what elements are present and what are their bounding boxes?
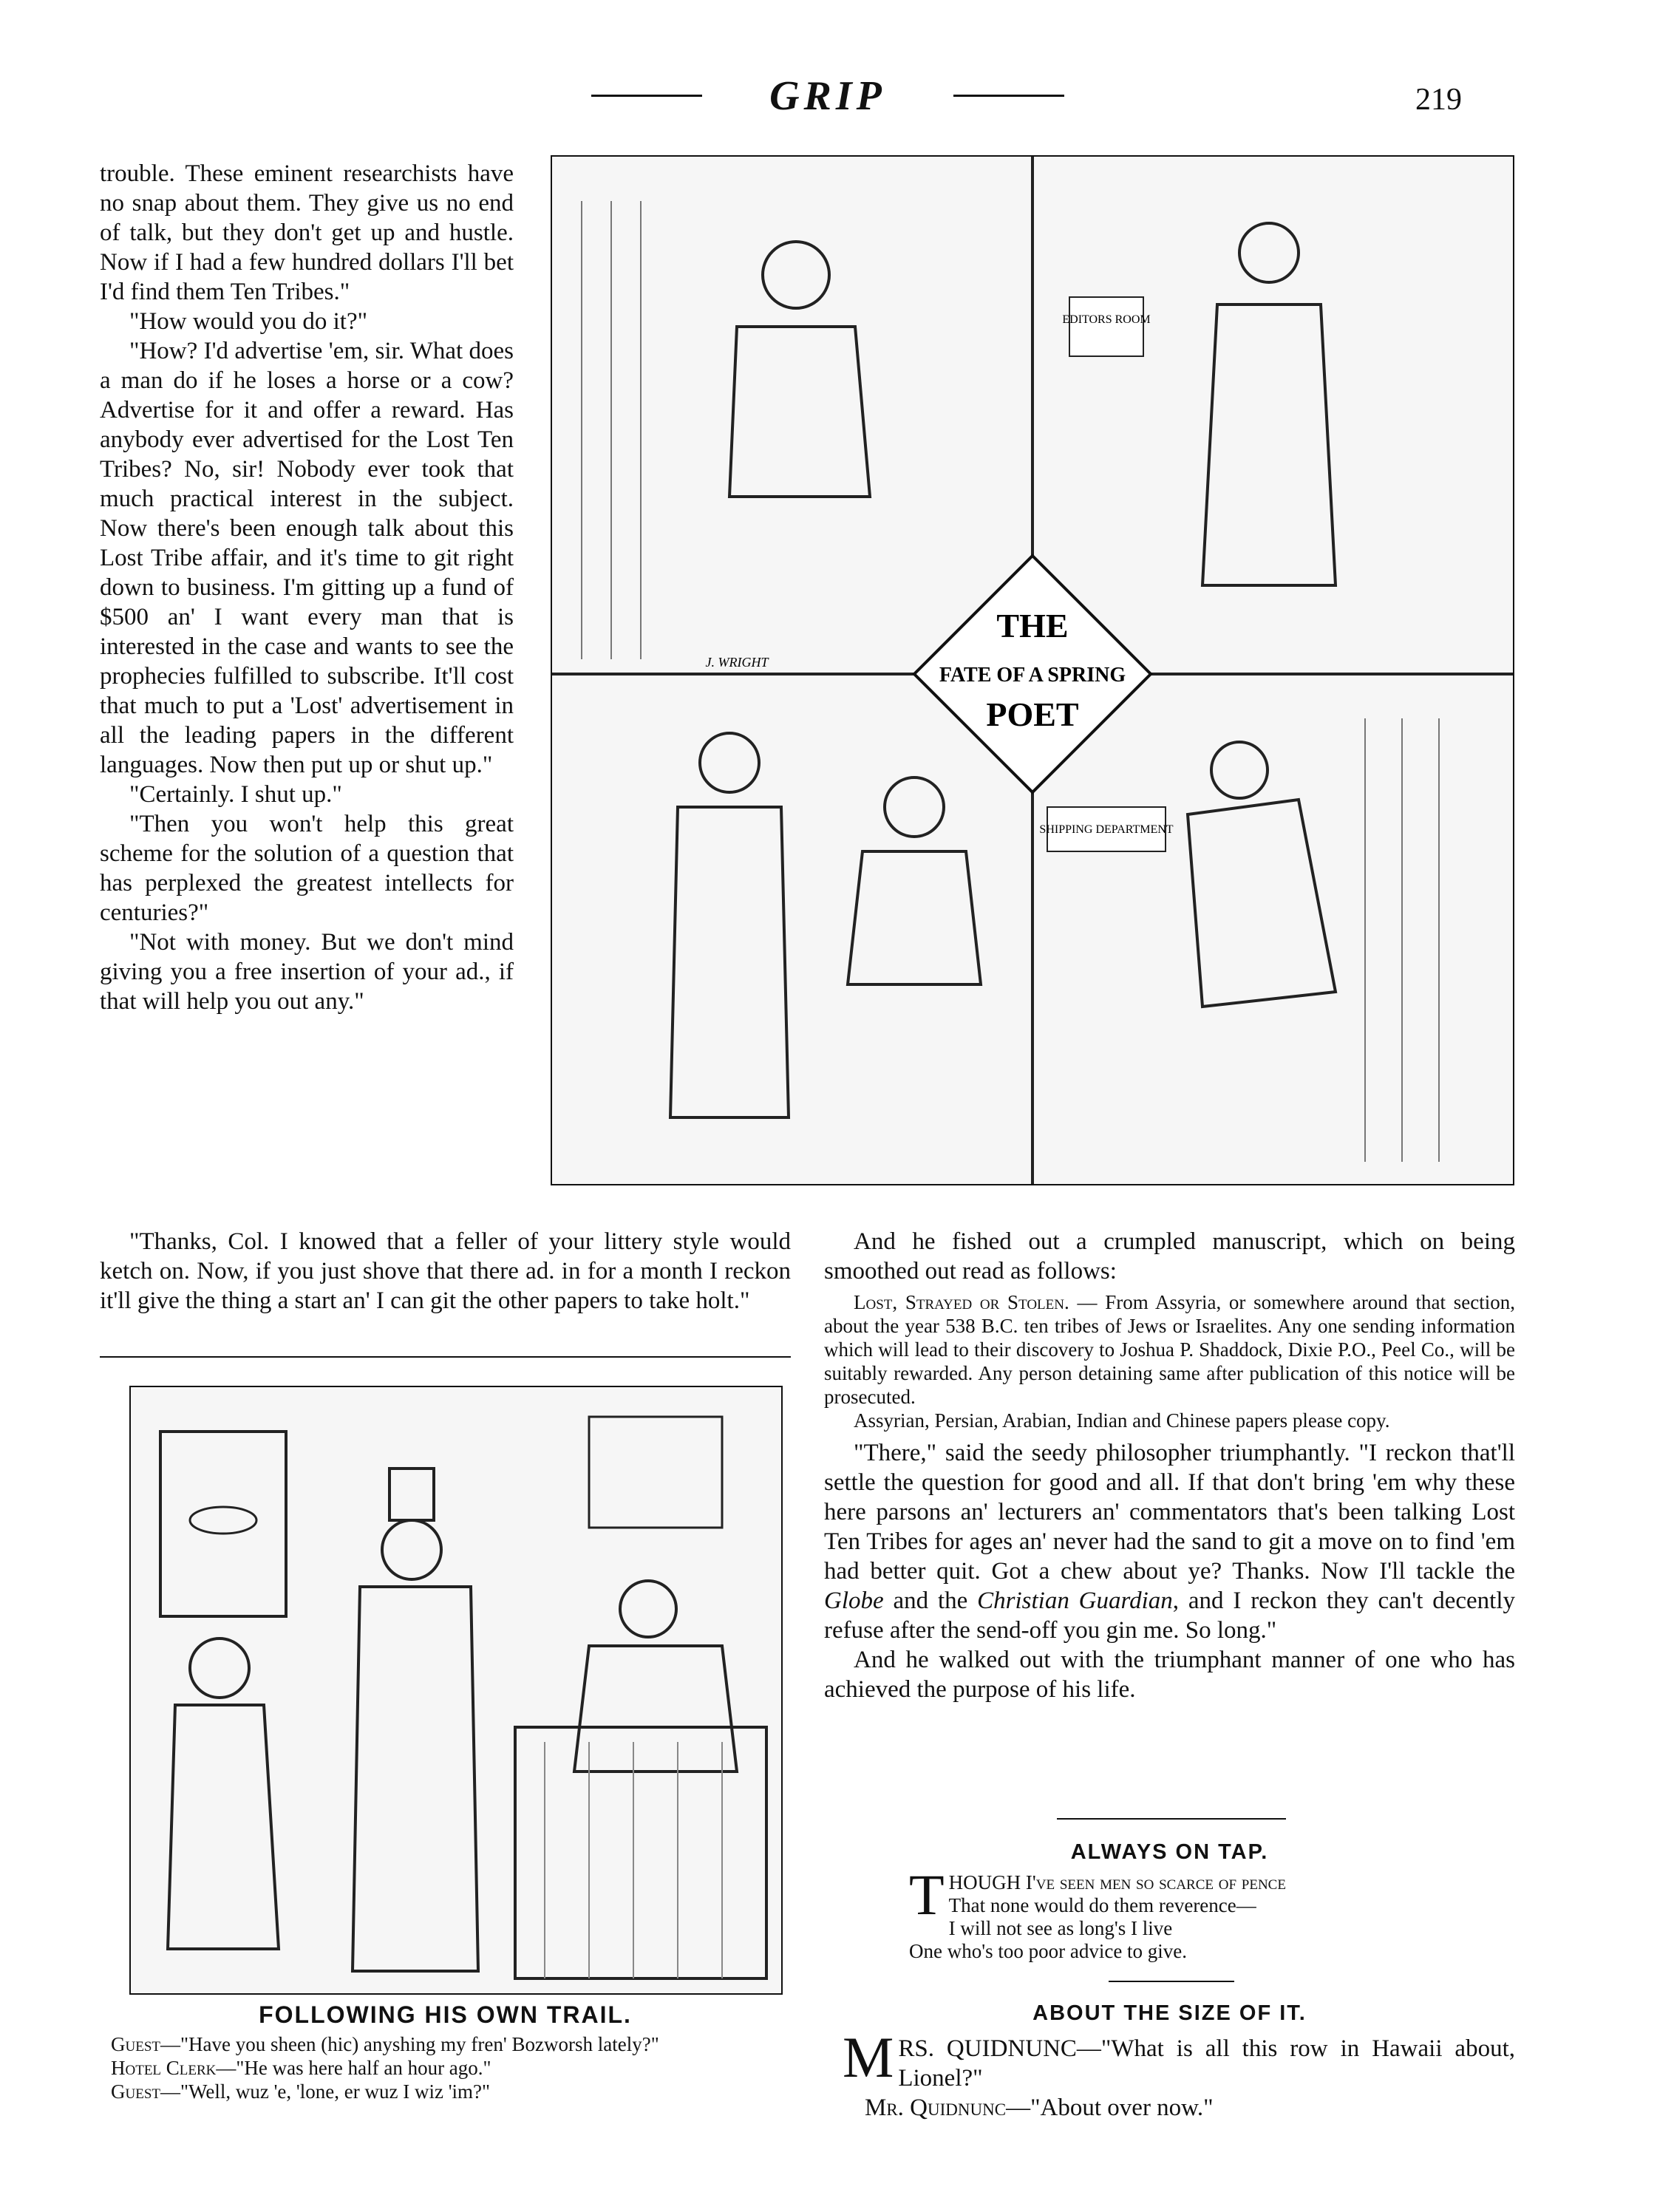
cartoon-drawing <box>552 157 1513 1184</box>
paragraph: trouble. These eminent researchists have no snap about them. They give us no end of talk, but they don't get up and hustle. Now if I had a few hundred dollars I'll bet I'd find them Ten Tribes." <box>100 160 514 305</box>
cartoon-dialogue <box>81 2032 791 2103</box>
masthead-rule-left <box>591 95 702 97</box>
speaker: Guest <box>111 2080 160 2103</box>
cartoon-title-line: FATE OF A SPRING <box>939 664 1126 687</box>
dialogue-text: —"Well, wuz 'e, 'lone, er wuz I wiz 'im?" <box>160 2080 491 2103</box>
speaker: Guest <box>111 2033 160 2055</box>
poem <box>909 1862 1426 1963</box>
dialogue-line <box>81 2080 791 2103</box>
paragraph: "How would you do it?" <box>129 308 368 335</box>
divider <box>1057 1818 1286 1820</box>
quote-text: , and I reckon they can't decently refuse after the send-off you gin me. So long." <box>824 1587 1515 1644</box>
cartoon-title-line: POET <box>986 695 1079 733</box>
masthead-rule-right <box>953 95 1064 97</box>
quote-text: and the <box>883 1587 978 1614</box>
ad-copy: Assyrian, Persian, Arabian, Indian and Chinese papers please copy. <box>854 1409 1390 1432</box>
paragraph: "Not with money. But we don't mind giving you a free insertion of your ad., if that will help you out any." <box>100 929 514 1015</box>
cartoon-drawing <box>131 1387 781 1993</box>
ad-body <box>824 1290 1515 1409</box>
joke-text: RS. QUIDNUNC—"What is all this row in Hawaii about, Lionel?" <box>898 2035 1515 2092</box>
drop-cap: T <box>909 1862 945 1927</box>
poem-line: One who's too poor advice to give. <box>909 1940 1188 1962</box>
sign-shipping: SHIPPING DEPARTMENT <box>1039 823 1174 836</box>
speaker: Mr. Quidnunc <box>865 2094 1007 2121</box>
drop-cap: M <box>843 2025 894 2089</box>
paragraph: "How? I'd advertise 'em, sir. What does a man do if he loses a horse or a cow? Advertise for it and offer a reward. Has anybody ever advertised for the Lost Ten Tribes? No, sir! Nobody ever took that much practical interest in the subject. Now there's been enough talk about this Lost Tribe affair, and it's time to git right down to business. I'm gitting up a fund of $500 an' I want every man that is interested in the case and wants to see the prophecies fulfilled to subscribe. It'll cost that much to put a 'Lost' advertisement in all the leading papers in the different languages. Now then put up or shut up." <box>100 338 514 778</box>
artist-signature: J. WRIGHT <box>705 655 769 670</box>
joke-text: —"About over now." <box>1006 2094 1214 2121</box>
paragraph: "Certainly. I shut up." <box>129 781 342 808</box>
divider <box>1109 1981 1234 1982</box>
paragraph: "Thanks, Col. I knowed that a feller of your littery style would ketch on. Now, if you just shove that there ad. in for a month I reckon it'll give the thing a start an' I can git the other papers to take holt." <box>100 1228 791 1314</box>
joke-line <box>843 2025 1515 2093</box>
dialogue-text: —"He was here half an hour ago." <box>216 2057 491 2079</box>
lost-advertisement <box>824 1290 1515 1432</box>
cartoon-caption-title: FOLLOWING HIS OWN TRAIL. <box>259 2001 632 2028</box>
ad-text: — From Assyria, or somewhere around that section, about the year 538 B.C. ten tribes of Jews or Israelites. Any one sending information which will lead to their discovery to Joshua P. Shaddock, Dixie P.O., Peel Co., will be suitably rewarded. Any person detaining same after publication of this notice will be prosecuted. <box>824 1291 1515 1408</box>
paragraph: "Then you won't help this great scheme for the solution of a question that has perplexed the greatest intellects for centuries?" <box>100 811 514 926</box>
dialogue-text: —"Have you sheen (hic) anyshing my fren' Bozworsh lately?" <box>160 2033 659 2055</box>
paragraph: And he walked out with the triumphant manner of one who has achieved the purpose of his life. <box>824 1647 1515 1703</box>
cartoon-following-his-own-trail <box>129 1386 783 1995</box>
sign-editors: EDITORS ROOM <box>1062 313 1151 326</box>
newspaper-name: Globe <box>824 1587 884 1614</box>
joke <box>843 2025 1515 2123</box>
divider <box>100 1356 791 1358</box>
page-number: 219 <box>1415 83 1462 117</box>
paragraph <box>824 1438 1515 1645</box>
dialogue-line <box>81 2032 791 2056</box>
quote-text: "There," said the seedy philosopher triumphantly. "I reckon that'll settle the question for good and all. If that don't bring 'em why these here parsons an' lecturers an' commentators that's been talking Lost Ten Tribes for ages an' never had the sand to git a move on to find 'em had better quit. Got a chew about ye? Thanks. Now I'll tackle the <box>824 1440 1515 1585</box>
ad-lead: Lost, Strayed or Stolen. <box>854 1291 1069 1313</box>
paragraph: And he fished out a crumpled manuscript, which on being smoothed out read as follows: <box>824 1228 1515 1284</box>
joke-line <box>843 2093 1515 2123</box>
left-column <box>100 159 514 1016</box>
poem-line: That none would do them reverence— <box>948 1894 1256 1916</box>
newspaper-name: Christian Guardian <box>977 1587 1173 1614</box>
right-column <box>824 1227 1515 1704</box>
left-wide-paragraph <box>100 1227 791 1316</box>
publication-title: GRIP <box>769 73 886 119</box>
cartoon-fate-of-spring-poet <box>551 155 1514 1185</box>
poem-line: I will not see as long's I live <box>948 1917 1173 1939</box>
speaker: Hotel Clerk <box>111 2057 217 2079</box>
poem-title: ALWAYS ON TAP. <box>1070 1840 1269 1864</box>
cartoon-title-line: THE <box>996 607 1069 644</box>
joke-title: ABOUT THE SIZE OF IT. <box>1032 2001 1307 2025</box>
dialogue-line <box>81 2056 791 2080</box>
masthead <box>591 74 1064 118</box>
poem-line-text: HOUGH I've seen men so scarce of pence <box>948 1871 1286 1893</box>
